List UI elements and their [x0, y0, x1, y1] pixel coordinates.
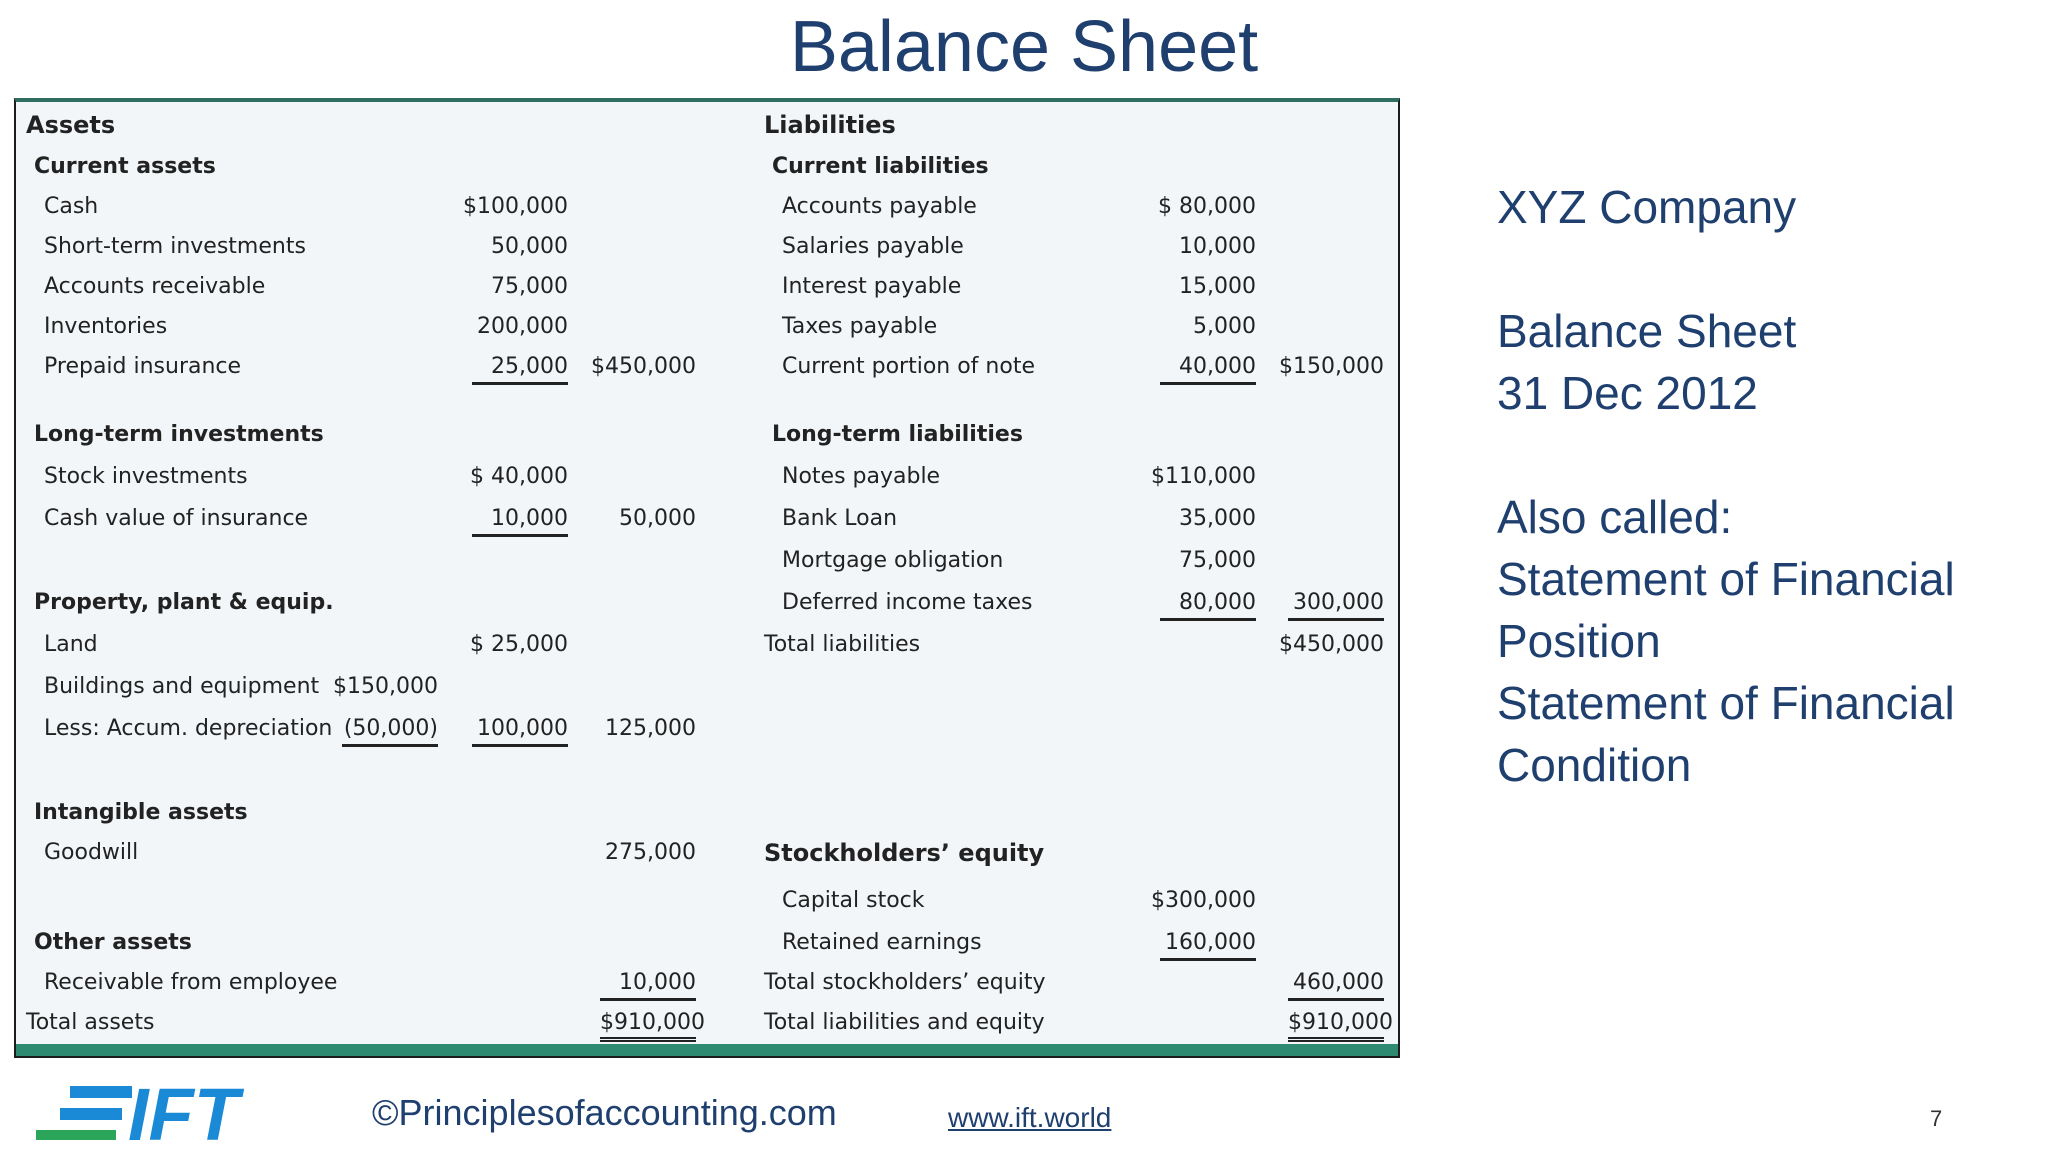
- asset-amount: $ 40,000: [470, 464, 568, 489]
- liabilities-heading: Liabilities: [764, 111, 896, 139]
- asset-amount: 50,000: [491, 234, 568, 259]
- current-assets-heading: Current assets: [34, 154, 216, 179]
- asset-label: Accounts receivable: [44, 274, 266, 299]
- asset-amount: 100,000: [472, 716, 568, 747]
- asset-amount: 75,000: [491, 274, 568, 299]
- sheet-bottom-bar: [16, 1044, 1398, 1056]
- alt-name-1-line-1: Statement of Financial: [1497, 553, 1955, 605]
- asset-label: Prepaid insurance: [44, 354, 242, 379]
- liability-amount: 10,000: [1179, 234, 1256, 259]
- liability-amount: 80,000: [1160, 590, 1256, 621]
- asset-amount: 200,000: [477, 314, 568, 339]
- asset-amount: $150,000: [333, 674, 438, 699]
- ppe-total: 125,000: [605, 716, 696, 741]
- asset-amount: $ 25,000: [470, 632, 568, 657]
- asset-label: Cash value of insurance: [44, 506, 309, 531]
- alt-name-2-line-2: Condition: [1497, 739, 1692, 791]
- alt-name-2-line-1: Statement of Financial: [1497, 677, 1955, 729]
- statement-date: 31 Dec 2012: [1497, 367, 1758, 419]
- logo-text: IFT: [128, 1078, 239, 1148]
- liability-amount: 75,000: [1179, 548, 1256, 573]
- asset-label: Cash: [44, 194, 99, 219]
- asset-amount: $100,000: [463, 194, 568, 219]
- liability-label: Notes payable: [782, 464, 941, 489]
- logo-bar-middle: [60, 1108, 122, 1120]
- liability-label: Current portion of note: [782, 354, 1035, 379]
- asset-amount: 25,000: [472, 354, 568, 385]
- asset-label: Inventories: [44, 314, 168, 339]
- current-liabilities-total: $150,000: [1279, 354, 1384, 379]
- asset-label: Short-term investments: [44, 234, 306, 259]
- other-assets-total: 10,000: [600, 970, 696, 1001]
- logo-bar-green: [36, 1130, 116, 1140]
- also-called-label: Also called:: [1497, 491, 1733, 543]
- total-assets-label: Total assets: [26, 1010, 155, 1035]
- total-equity-amount: 460,000: [1288, 970, 1384, 1001]
- statement-name: Balance Sheet: [1497, 305, 1797, 357]
- intangible-assets-heading: Intangible assets: [34, 800, 248, 825]
- current-assets-total: $450,000: [591, 354, 696, 379]
- liability-label: Accounts payable: [782, 194, 977, 219]
- slide-title: Balance Sheet: [789, 7, 1259, 87]
- liability-label: Mortgage obligation: [782, 548, 1004, 573]
- asset-label: Stock investments: [44, 464, 248, 489]
- liability-amount: 15,000: [1179, 274, 1256, 299]
- asset-amount: 10,000: [472, 506, 568, 537]
- total-liabilities-equity-amount: $910,000: [1288, 1010, 1384, 1042]
- liability-label: Interest payable: [782, 274, 962, 299]
- current-liabilities-heading: Current liabilities: [772, 154, 989, 179]
- liability-amount: $ 80,000: [1158, 194, 1256, 219]
- logo-bar-top: [70, 1086, 132, 1098]
- asset-label: Less: Accum. depreciation: [44, 716, 333, 741]
- ift-logo: [30, 1078, 312, 1148]
- long-term-liabilities-total: 300,000: [1288, 590, 1384, 621]
- liability-label: Deferred income taxes: [782, 590, 1033, 615]
- liability-amount: 35,000: [1179, 506, 1256, 531]
- asset-label: Buildings and equipment: [44, 674, 320, 699]
- liability-amount: $110,000: [1151, 464, 1256, 489]
- asset-amount: (50,000): [342, 716, 438, 747]
- equity-amount: $300,000: [1151, 888, 1256, 913]
- intangible-assets-total: 275,000: [605, 840, 696, 865]
- liability-label: Taxes payable: [782, 314, 938, 339]
- liability-label: Salaries payable: [782, 234, 964, 259]
- equity-label: Capital stock: [782, 888, 925, 913]
- long-term-liabilities-heading: Long-term liabilities: [772, 422, 1023, 447]
- stockholders-equity-heading: Stockholders’ equity: [764, 839, 1045, 867]
- equity-label: Retained earnings: [782, 930, 982, 955]
- total-liabilities-equity-label: Total liabilities and equity: [764, 1010, 1045, 1035]
- page-number: 7: [1930, 1106, 1943, 1131]
- ppe-heading: Property, plant & equip.: [34, 590, 334, 615]
- liability-amount: 40,000: [1160, 354, 1256, 385]
- website-link[interactable]: www.ift.world: [948, 1102, 1112, 1133]
- liability-amount: 5,000: [1193, 314, 1256, 339]
- long-term-investments-heading: Long-term investments: [34, 422, 324, 447]
- alt-name-1-line-2: Position: [1497, 615, 1661, 667]
- total-liabilities-label: Total liabilities: [764, 632, 921, 657]
- other-assets-heading: Other assets: [34, 930, 192, 955]
- asset-label: Goodwill: [44, 840, 139, 865]
- equity-amount: 160,000: [1160, 930, 1256, 961]
- balance-sheet-table: [14, 98, 1400, 1058]
- assets-heading: Assets: [26, 111, 116, 139]
- copyright-text: ©Principlesofaccounting.com: [372, 1092, 837, 1133]
- total-assets-amount: $910,000: [600, 1010, 696, 1042]
- total-liabilities-amount: $450,000: [1279, 632, 1384, 657]
- total-equity-label: Total stockholders’ equity: [764, 970, 1046, 995]
- asset-label: Receivable from employee: [44, 970, 338, 995]
- company-name: XYZ Company: [1497, 181, 1797, 233]
- asset-label: Land: [44, 632, 98, 657]
- liability-label: Bank Loan: [782, 506, 898, 531]
- long-term-investments-total: 50,000: [619, 506, 696, 531]
